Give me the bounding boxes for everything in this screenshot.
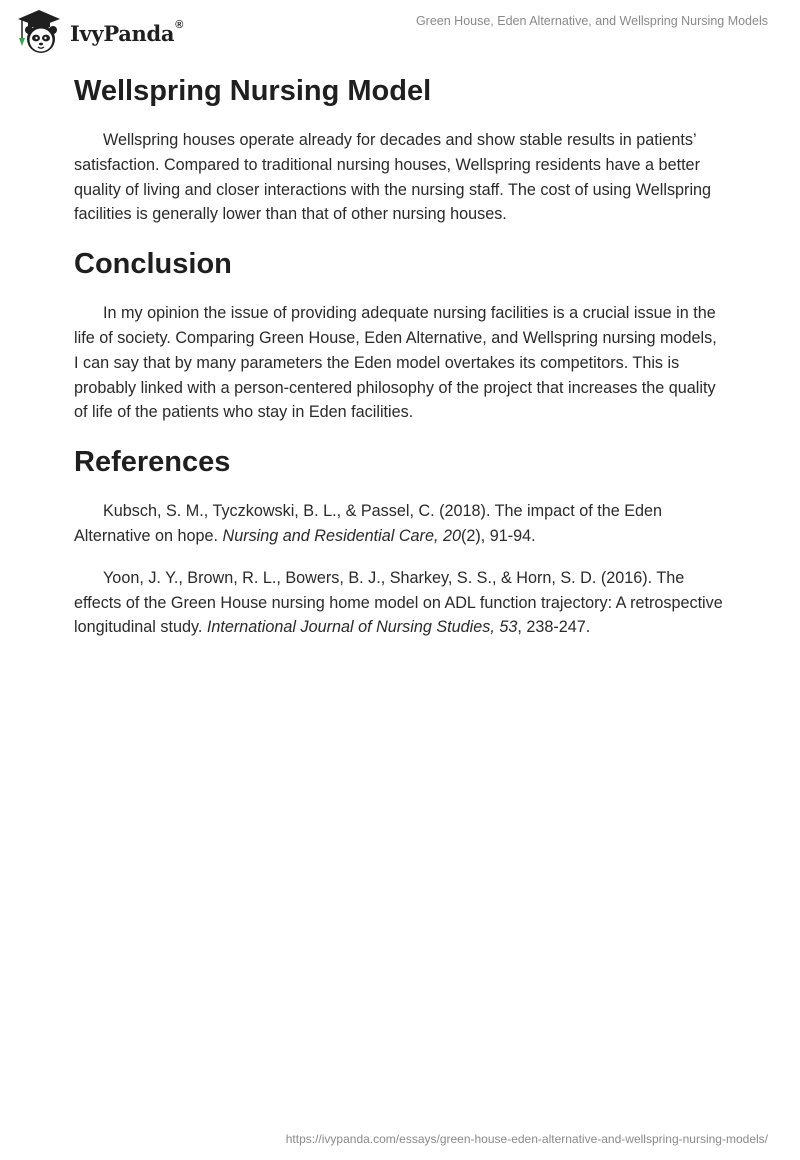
reference-item	[74, 566, 724, 640]
panda-graduate-icon	[14, 8, 64, 56]
heading-conclusion: Conclusion	[74, 248, 232, 281]
registered-mark: ®	[175, 18, 184, 31]
reference-tail: , 238-247.	[517, 618, 591, 637]
reference-journal: Nursing and Residential Care, 20	[222, 526, 461, 545]
document-title: Green House, Eden Alternative, and Wellspring Nursing Models	[415, 14, 768, 28]
reference-authors: Yoon, J. Y., Brown, R. L., Bowers, B. J., Sharkey, S. S., & Horn, S. D. (2016). The effects of the Green House nursing home model on ADL function trajectory: A retrospective longitudinal study.	[74, 568, 723, 637]
heading-wellspring: Wellspring Nursing Model	[74, 75, 432, 107]
brand-name: IvyPanda®	[70, 18, 184, 46]
page-header	[0, 0, 800, 60]
essay-content	[74, 72, 724, 640]
paragraph-wellspring: Wellspring houses operate already for decades and show stable results in patients’ satisfaction. Compared to traditional nursing houses, Wellspring residents have a better quality of living and closer interactions with the nursing staff. The cost of using Wellspring facilities is generally lower than that of other nursing houses.	[74, 131, 712, 224]
paragraph-conclusion: In my opinion the issue of providing adequate nursing facilities is a crucial issue in the life of society. Comparing Green House, Eden Alternative, and Wellspring nursing models, I can say that by many parameters the Eden model overtakes its competitors. This is probably linked with a person-centered philosophy of the project that increases the quality of life of the patients who stay in Eden facilities.	[74, 304, 717, 422]
source-url[interactable]: https://ivypanda.com/essays/green-house-eden-alternative-and-wellspring-nursing-models/	[285, 1132, 768, 1146]
heading-references: References	[74, 446, 231, 479]
reference-journal: International Journal of Nursing Studies, 53	[206, 618, 518, 637]
reference-item	[74, 499, 724, 549]
reference-tail: (2), 91-94.	[460, 526, 536, 545]
ivypanda-logo[interactable]	[14, 8, 183, 56]
reference-authors: Kubsch, S. M., Tyczkowski, B. L., & Passel, C. (2018). The impact of the Eden Alternative on hope.	[74, 502, 663, 545]
